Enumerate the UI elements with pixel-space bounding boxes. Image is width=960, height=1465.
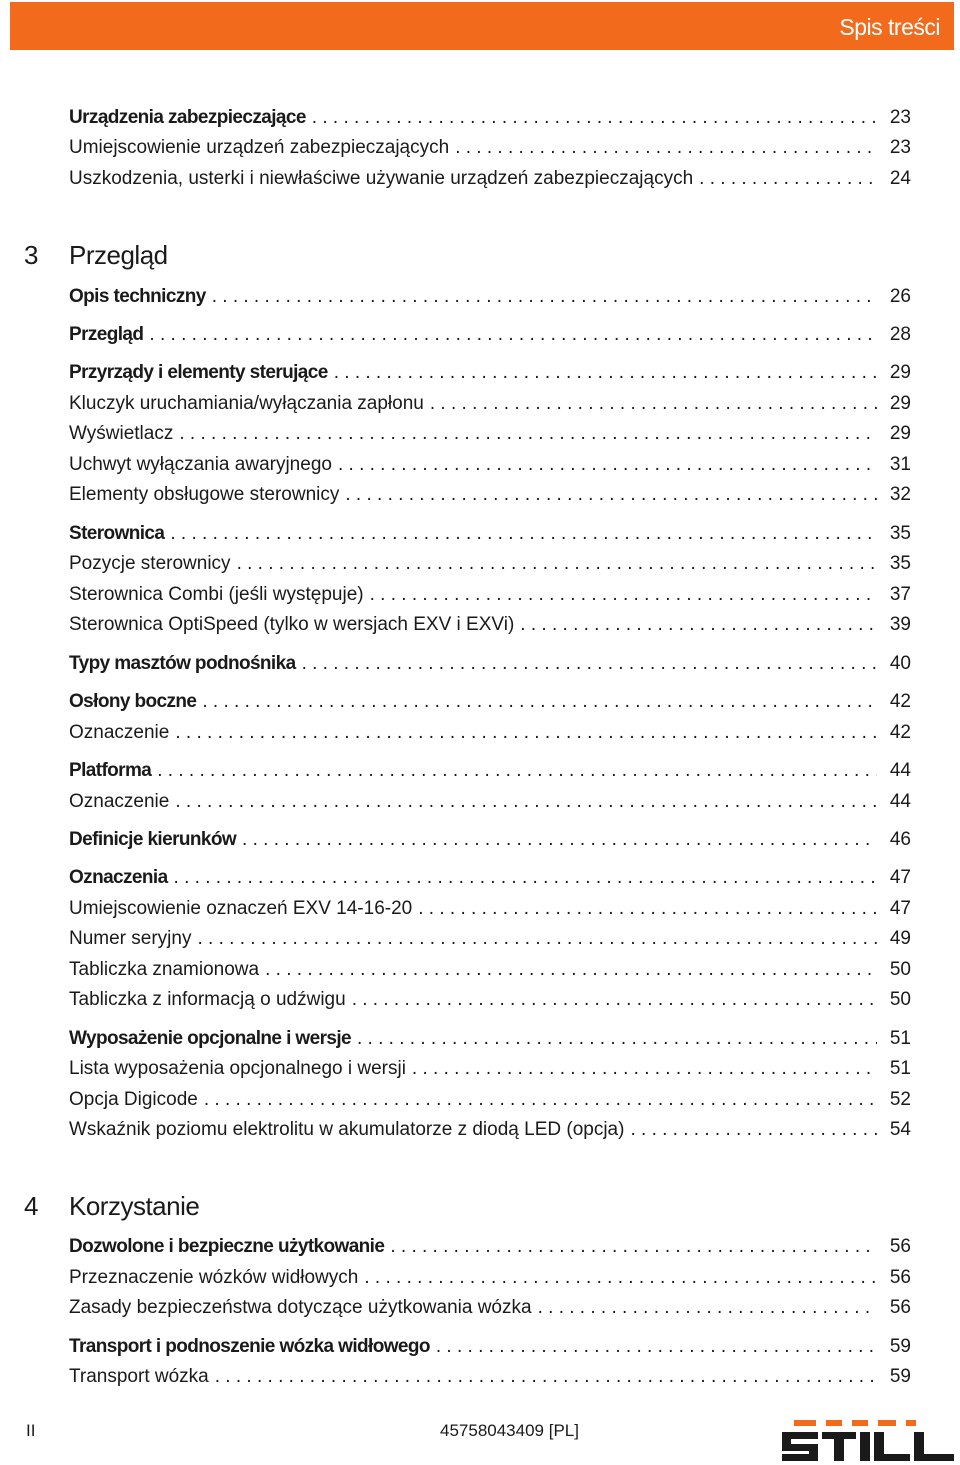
dot-leader xyxy=(202,689,877,715)
dot-leader xyxy=(520,612,877,638)
dot-leader xyxy=(630,1117,877,1143)
toc-entry-page: 44 xyxy=(889,760,911,781)
dot-leader xyxy=(338,452,877,478)
dot-leader xyxy=(170,521,877,547)
toc-entry[interactable] xyxy=(69,135,911,161)
toc-entry[interactable] xyxy=(69,651,911,677)
toc-entry[interactable] xyxy=(69,391,911,417)
toc-entry-title: Przegląd xyxy=(69,324,144,345)
toc-entry-title: Przyrządy i elementy sterujące xyxy=(69,362,328,383)
toc-entry-page: 50 xyxy=(889,989,911,1010)
toc-entry-page: 29 xyxy=(889,393,911,414)
toc-entry[interactable] xyxy=(69,452,911,478)
dot-leader xyxy=(174,865,877,891)
toc-entry[interactable] xyxy=(69,896,911,922)
toc-entry[interactable] xyxy=(69,551,911,577)
toc-entry-title: Numer seryjny xyxy=(69,928,192,949)
toc-entry-page: 32 xyxy=(889,484,911,505)
toc-entry-title: Sterownica OptiSpeed (tylko w wersjach EXV i EXVi) xyxy=(69,614,515,635)
toc-entry-title: Wyposażenie opcjonalne i wersje xyxy=(69,1028,351,1049)
toc-entry[interactable] xyxy=(69,789,911,815)
toc-entry-title: Zasady bezpieczeństwa dotyczące użytkowania wózka xyxy=(69,1297,532,1318)
toc-entry-page: 42 xyxy=(889,722,911,743)
toc-entry-title: Tabliczka z informacją o udźwigu xyxy=(69,989,346,1010)
toc-entry[interactable] xyxy=(69,105,911,131)
toc-entry-title: Platforma xyxy=(69,760,152,781)
toc-entry[interactable] xyxy=(69,612,911,638)
dot-leader xyxy=(212,284,877,310)
dot-leader xyxy=(215,1364,877,1390)
dot-leader xyxy=(430,391,877,417)
toc-entry-title: Oznaczenie xyxy=(69,791,170,812)
toc-entry-title: Tabliczka znamionowa xyxy=(69,959,260,980)
toc-entry-page: 59 xyxy=(889,1366,911,1387)
dot-leader xyxy=(357,1026,877,1052)
toc-entry-page: 54 xyxy=(889,1119,911,1140)
toc-entry[interactable] xyxy=(69,987,911,1013)
dot-leader xyxy=(390,1234,877,1260)
toc-entry-page: 52 xyxy=(889,1089,911,1110)
dot-leader xyxy=(436,1334,877,1360)
toc-entry-title: Uchwyt wyłączania awaryjnego xyxy=(69,454,332,475)
toc-entry-title: Umiejscowienie oznaczeń EXV 14-16-20 xyxy=(69,898,413,919)
toc-entry-page: 24 xyxy=(889,168,911,189)
toc-entry[interactable] xyxy=(69,720,911,746)
toc-entry[interactable] xyxy=(69,1026,911,1052)
toc-entry[interactable] xyxy=(69,827,911,853)
dot-leader xyxy=(204,1087,877,1113)
dot-leader xyxy=(334,360,877,386)
toc-entry-page: 50 xyxy=(889,959,911,980)
toc-entry[interactable] xyxy=(69,482,911,508)
toc-entry[interactable] xyxy=(69,758,911,784)
toc-entry[interactable] xyxy=(69,284,911,310)
dot-leader xyxy=(265,957,877,983)
toc-entry-page: 46 xyxy=(889,829,911,850)
dot-leader xyxy=(699,166,877,192)
toc-entry[interactable] xyxy=(69,1265,911,1291)
toc-entry-title: Osłony boczne xyxy=(69,691,197,712)
toc-entry-page: 40 xyxy=(889,653,911,674)
toc-entry-title: Transport i podnoszenie wózka widłowego xyxy=(69,1336,430,1357)
dot-leader xyxy=(364,1265,877,1291)
toc-entry-title: Przeznaczenie wózków widłowych xyxy=(69,1267,359,1288)
dot-leader xyxy=(418,896,877,922)
dot-leader xyxy=(345,482,877,508)
toc-entry-page: 56 xyxy=(889,1267,911,1288)
toc-entry-title: Sterownica Combi (jeśli występuje) xyxy=(69,584,364,605)
dot-leader xyxy=(149,322,877,348)
toc-entry-title: Definicje kierunków xyxy=(69,829,237,850)
toc-entry-title: Sterownica xyxy=(69,523,165,544)
dot-leader xyxy=(175,789,877,815)
toc-entry-title: Elementy obsługowe sterownicy xyxy=(69,484,340,505)
dot-leader xyxy=(242,827,877,853)
toc-entry-page: 59 xyxy=(889,1336,911,1357)
toc-entry-title: Oznaczenia xyxy=(69,867,168,888)
toc-entry-title: Umiejscowienie urządzeń zabezpieczających xyxy=(69,137,450,158)
toc-entry-page: 51 xyxy=(889,1058,911,1079)
toc-entry[interactable] xyxy=(69,1295,911,1321)
toc-entry-title: Uszkodzenia, usterki i niewłaściwe używanie urządzeń zabezpieczających xyxy=(69,168,694,189)
toc-entry-title: Transport wózka xyxy=(69,1366,209,1387)
toc-entry[interactable] xyxy=(69,689,911,715)
toc-entry-page: 23 xyxy=(889,107,911,128)
toc-entry-title: Opis techniczny xyxy=(69,286,206,307)
chapter-title: Przegląd xyxy=(69,240,168,270)
toc-entry[interactable] xyxy=(69,1364,911,1390)
toc-entry-page: 26 xyxy=(889,286,911,307)
chapter-number: 4 xyxy=(24,1191,38,1221)
toc-entry[interactable] xyxy=(69,322,911,348)
document-code: 45758043409 [PL] xyxy=(440,1421,579,1440)
dot-leader xyxy=(412,1056,877,1082)
header-bar xyxy=(10,2,954,50)
toc-entry-title: Lista wyposażenia opcjonalnego i wersji xyxy=(69,1058,406,1079)
toc-entry-page: 29 xyxy=(889,423,911,444)
toc-entry[interactable] xyxy=(69,1334,911,1360)
toc-entry[interactable] xyxy=(69,360,911,386)
toc-entry[interactable] xyxy=(69,957,911,983)
dot-leader xyxy=(179,421,877,447)
toc-entry-title: Pozycje sterownicy xyxy=(69,553,231,574)
toc-entry-page: 28 xyxy=(889,324,911,345)
chapter-heading xyxy=(24,240,168,271)
toc-entry-page: 29 xyxy=(889,362,911,383)
dot-leader xyxy=(455,135,877,161)
toc-entry-title: Urządzenia zabezpieczające xyxy=(69,107,306,128)
dot-leader xyxy=(175,720,877,746)
toc-entry[interactable] xyxy=(69,926,911,952)
toc-entry[interactable] xyxy=(69,1087,911,1113)
dot-leader xyxy=(157,758,877,784)
toc-entry-page: 23 xyxy=(889,137,911,158)
toc-entry-page: 56 xyxy=(889,1236,911,1257)
chapter-title: Korzystanie xyxy=(69,1191,200,1221)
toc-entry[interactable] xyxy=(69,521,911,547)
toc-entry-title: Oznaczenie xyxy=(69,722,170,743)
toc-entry-title: Wskaźnik poziomu elektrolitu w akumulatorze z diodą LED (opcja) xyxy=(69,1119,625,1140)
page-title: Spis treści xyxy=(839,14,940,40)
toc-entry-title: Wyświetlacz xyxy=(69,423,174,444)
toc-entry[interactable] xyxy=(69,1117,911,1143)
page-number: II xyxy=(26,1421,36,1440)
toc-entry-page: 37 xyxy=(889,584,911,605)
dot-leader xyxy=(370,582,877,608)
toc-entry-page: 31 xyxy=(889,454,911,475)
chapter-heading xyxy=(24,1191,199,1222)
toc-entry[interactable] xyxy=(69,865,911,891)
chapter-number: 3 xyxy=(24,240,38,270)
toc-entry-page: 56 xyxy=(889,1297,911,1318)
toc-entry-page: 42 xyxy=(889,691,911,712)
toc-entry-title: Opcja Digicode xyxy=(69,1089,198,1110)
toc-entry-page: 49 xyxy=(889,928,911,949)
still-logo-icon xyxy=(780,1418,956,1462)
toc-entry-page: 47 xyxy=(889,898,911,919)
dot-leader xyxy=(312,105,877,131)
toc-entry[interactable] xyxy=(69,166,911,192)
toc-entry-page: 35 xyxy=(889,523,911,544)
toc-entry[interactable] xyxy=(69,1234,911,1260)
toc-entry-title: Dozwolone i bezpieczne użytkowanie xyxy=(69,1236,385,1257)
dot-leader xyxy=(237,551,877,577)
toc-entry-page: 51 xyxy=(889,1028,911,1049)
toc-entry-page: 39 xyxy=(889,614,911,635)
dot-leader xyxy=(538,1295,877,1321)
toc-entry-page: 35 xyxy=(889,553,911,574)
toc-entry[interactable] xyxy=(69,1056,911,1082)
toc-entry-page: 44 xyxy=(889,791,911,812)
toc-entry[interactable] xyxy=(69,582,911,608)
toc-entry-title: Kluczyk uruchamiania/wyłączania zapłonu xyxy=(69,393,424,414)
toc-entry[interactable] xyxy=(69,421,911,447)
dot-leader xyxy=(302,651,877,677)
dot-leader xyxy=(352,987,877,1013)
toc-entry-title: Typy masztów podnośnika xyxy=(69,653,296,674)
toc-entry-page: 47 xyxy=(889,867,911,888)
dot-leader xyxy=(197,926,877,952)
